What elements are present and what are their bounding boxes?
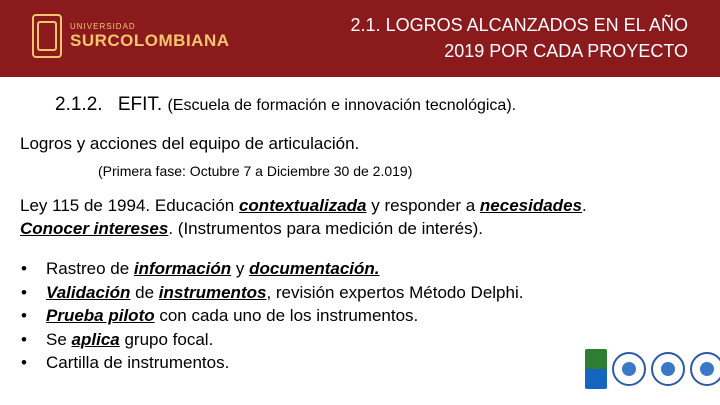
para-text: . (Instrumentos para medición de interés). bbox=[168, 219, 483, 238]
slide-title bbox=[351, 12, 688, 64]
certification-logos bbox=[585, 344, 720, 394]
logo-small-text: UNIVERSIDAD bbox=[70, 21, 136, 31]
para-emphasis: Conocer intereses bbox=[20, 219, 169, 238]
section-heading bbox=[55, 94, 516, 116]
list-item: • Validación de instrumentos, revisión expertos Método Delphi. bbox=[20, 281, 523, 305]
title-line-2: 2019 POR CADA PROYECTO bbox=[444, 41, 688, 61]
phase-note: (Primera fase: Octubre 7 a Diciembre 30 de 2.019) bbox=[98, 163, 413, 179]
para-text: y responder a bbox=[366, 196, 480, 215]
para-emphasis: necesidades bbox=[479, 196, 582, 215]
certification-seal-icon bbox=[690, 352, 720, 386]
seal-icon bbox=[32, 14, 62, 58]
list-item: • Se aplica grupo focal. bbox=[20, 328, 523, 352]
list-item: • Rastreo de información y documentación. bbox=[20, 257, 523, 281]
para-text: Ley 115 de 1994. Educación bbox=[20, 196, 239, 215]
header-bar bbox=[0, 0, 720, 77]
department-flag-icon bbox=[585, 349, 607, 389]
para-text: . bbox=[581, 196, 587, 215]
section-name: EFIT. bbox=[117, 94, 163, 115]
certification-seal-icon bbox=[651, 352, 685, 386]
logo-name: SURCOLOMBIANA bbox=[70, 30, 230, 50]
university-logo bbox=[32, 14, 230, 58]
list-item: • Prueba piloto con cada uno de los instrumentos. bbox=[20, 304, 523, 328]
title-line-1: 2.1. LOGROS ALCANZADOS EN EL AÑO bbox=[350, 15, 688, 35]
section-description: (Escuela de formación e innovación tecnológica). bbox=[167, 97, 517, 114]
certification-seal-icon bbox=[612, 352, 646, 386]
body-paragraph bbox=[20, 194, 710, 240]
para-emphasis: contextualizada bbox=[238, 196, 367, 215]
list-item: • Cartilla de instrumentos. bbox=[20, 351, 523, 375]
section-number: 2.1.2. bbox=[55, 94, 103, 115]
bullet-list bbox=[20, 257, 523, 375]
subtitle: Logros y acciones del equipo de articulación. bbox=[20, 134, 360, 153]
